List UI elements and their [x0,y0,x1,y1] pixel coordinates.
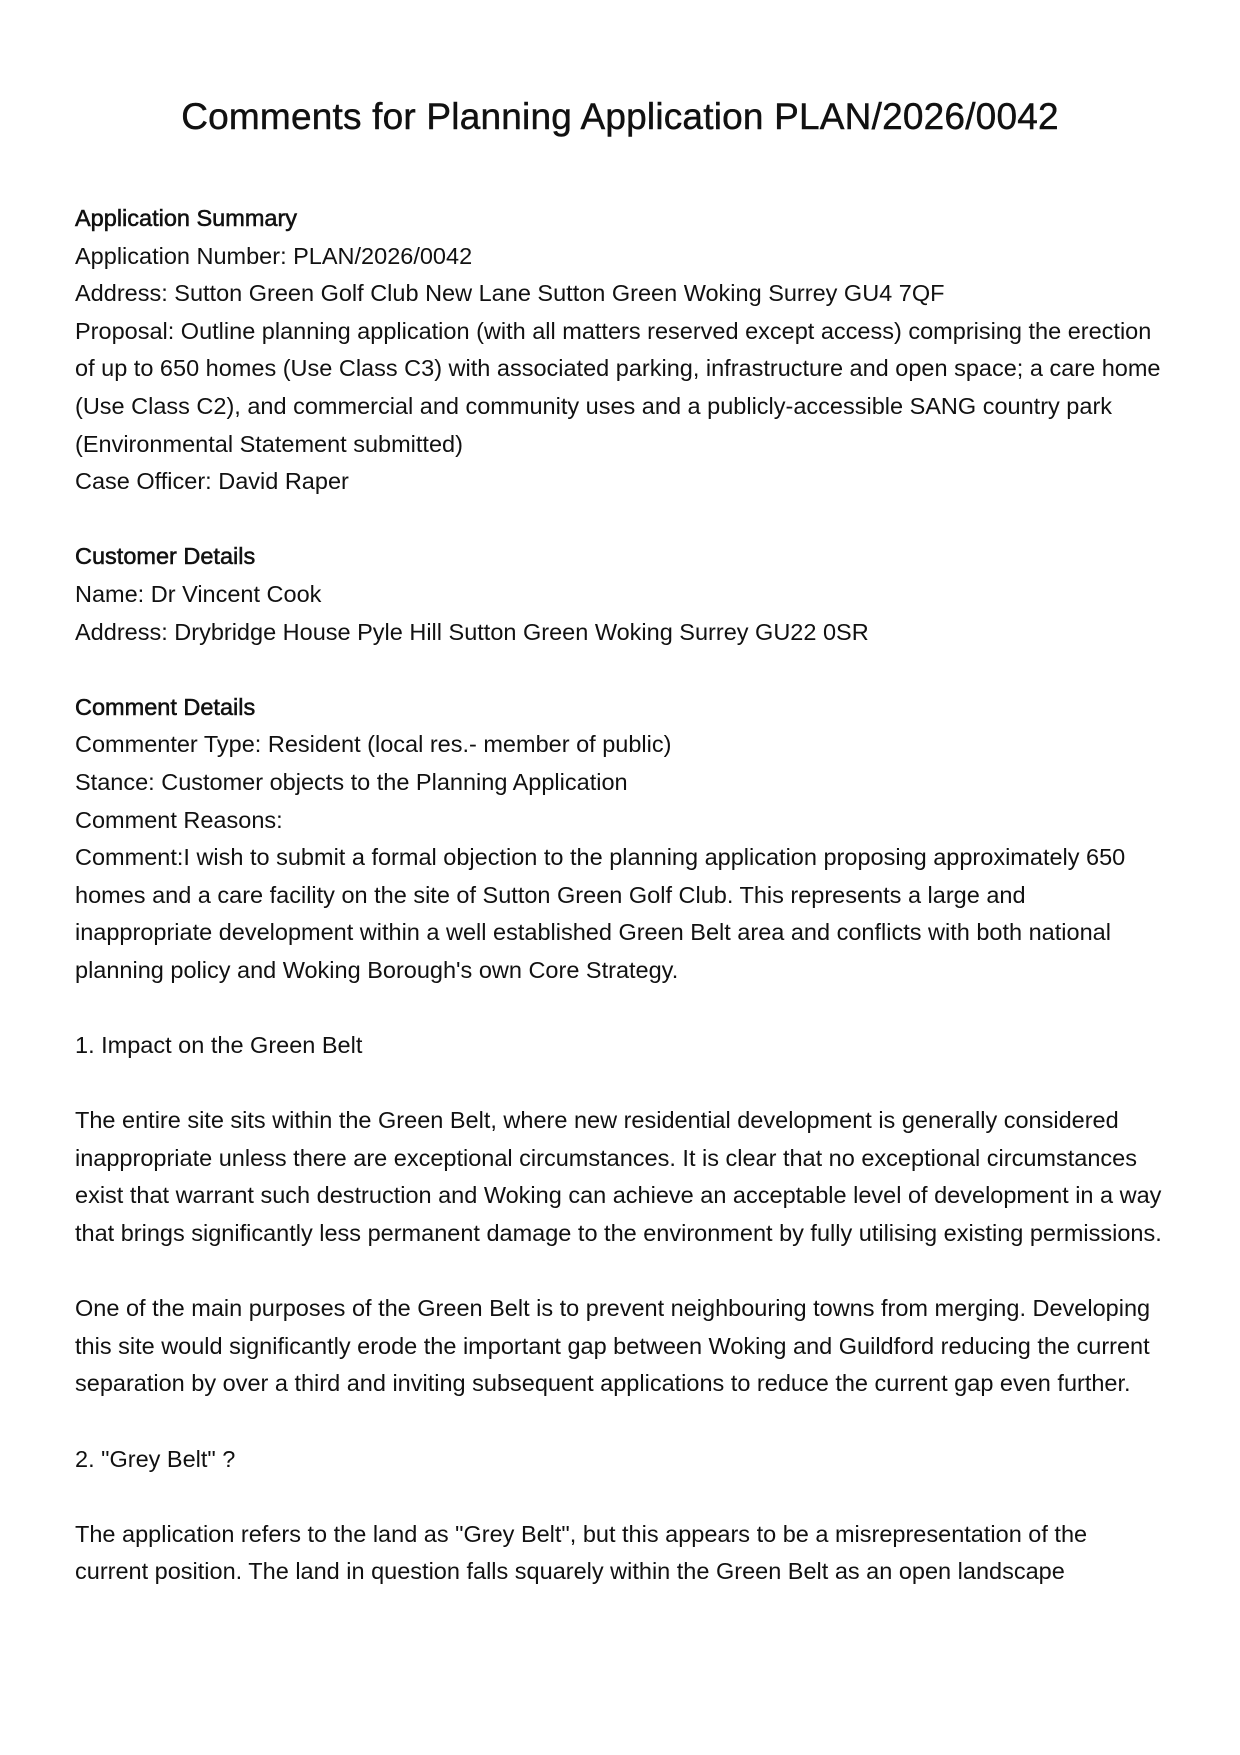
paragraph-spacer [75,1478,1165,1516]
paragraph-spacer [75,1253,1165,1291]
point-1-heading: 1. Impact on the Green Belt [75,1032,363,1059]
paragraph-spacer [75,1403,1165,1441]
customer-details-section [75,538,1165,651]
commenter-type: Commenter Type: Resident (local res.- member of public) [75,731,672,758]
point-2-heading: 2. "Grey Belt" ? [75,1445,236,1472]
application-summary-section [75,200,1165,501]
document-body [75,200,1165,1591]
customer-name: Name: Dr Vincent Cook [75,580,322,607]
page-title: Comments for Planning Application PLAN/2026/0042 [181,96,1059,137]
point-1-paragraph-2: One of the main purposes of the Green Belt is to prevent neighbouring towns from merging. Developing this site would significantly erode the important gap between Woking and Guildford reducing the current separation by over a third and inviting subsequent applications to reduce the current gap even further. [75,1295,1151,1397]
customer-details-heading: Customer Details [75,543,256,570]
comment-intro: Comment:I wish to submit a formal objection to the planning application proposing approximately 650 homes and a care facility on the site of Sutton Green Golf Club. This represents a large and inappropriate development within a well established Green Belt area and conflicts with both national planning policy and Woking Borough's own Core Strategy. [75,844,1126,983]
section-spacer [75,651,1165,689]
paragraph-spacer [75,989,1165,1027]
customer-address: Address: Drybridge House Pyle Hill Sutton Green Woking Surrey GU22 0SR [75,618,869,645]
case-officer: Case Officer: David Raper [75,468,349,495]
comment-stance: Stance: Customer objects to the Planning Application [75,768,628,795]
comment-details-heading: Comment Details [75,693,256,720]
comment-reasons: Comment Reasons: [75,806,283,833]
section-spacer [75,501,1165,539]
comment-details-section [75,689,1165,1591]
point-1-paragraph-1: The entire site sits within the Green Belt, where new residential development is generally considered inappropriate unless there are exceptional circumstances. It is clear that no exceptional circumstances exist that warrant such destruction and Woking can achieve an acceptable level of development in a way that brings significantly less permanent damage to the environment by fully utilising existing permissions. [75,1107,1162,1247]
application-number: Application Number: PLAN/2026/0042 [75,242,473,269]
application-summary-heading: Application Summary [75,205,298,231]
point-2-paragraph-1: The application refers to the land as "Grey Belt", but this appears to be a misrepresentation of the current position. The land in question falls squarely within the Green Belt as an open landscape [75,1520,1088,1585]
application-proposal: Proposal: Outline planning application (with all matters reserved except access) comprising the erection of up to 650 homes (Use Class C3) with associated parking, infrastructure and open space; a care home (Use Class C2), and commercial and community uses and a publicly-accessible SANG country park (Environmental Statement submitted) [75,317,1161,457]
paragraph-spacer [75,1065,1165,1103]
application-address: Address: Sutton Green Golf Club New Lane Sutton Green Woking Surrey GU4 7QF [75,280,945,307]
